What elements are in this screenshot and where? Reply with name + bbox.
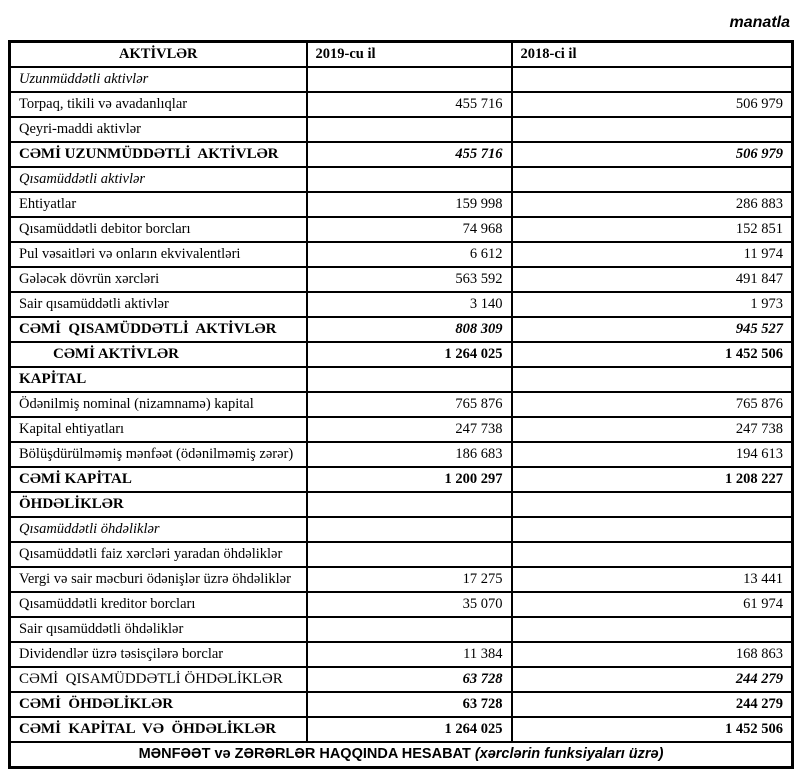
row-label: CƏMİ QISAMÜDDƏTLİ ÖHDƏLİKLƏR [10,667,307,692]
value-2019: 186 683 [307,442,512,467]
table-row [10,617,793,642]
value-2018: 152 851 [512,217,793,242]
value-2019: 1 264 025 [307,717,512,742]
value-2019 [307,367,512,392]
balance-sheet-table [8,40,794,769]
income-statement-subtitle: (xərclərin funksiyaları üzrə) [474,746,664,762]
table-row [10,192,793,217]
table-row [10,117,793,142]
table-row [10,167,793,192]
value-2019: 3 140 [307,292,512,317]
value-2018: 194 613 [512,442,793,467]
value-2019 [307,617,512,642]
row-label: CƏMİ UZUNMÜDDƏTLİ AKTİVLƏR [10,142,307,167]
table-row [10,392,793,417]
table-row [10,542,793,567]
table-header-row [10,42,793,68]
row-label: Uzunmüddətli aktivlər [10,67,307,92]
row-label: Gələcək dövrün xərcləri [10,267,307,292]
row-label: Torpaq, tikili və avadanlıqlar [10,92,307,117]
table-row [10,67,793,92]
value-2018 [512,542,793,567]
value-2018: 1 973 [512,292,793,317]
table-row [10,592,793,617]
table-row [10,442,793,467]
value-2019: 1 200 297 [307,467,512,492]
value-2018: 168 863 [512,642,793,667]
value-2018: 244 279 [512,667,793,692]
table-footer-row [10,742,793,768]
value-2018: 1 452 506 [512,342,793,367]
value-2019 [307,492,512,517]
table-row [10,92,793,117]
table-row [10,667,793,692]
value-2019 [307,67,512,92]
row-label: Qısamüddətli faiz xərcləri yaradan öhdəliklər [10,542,307,567]
value-2018: 506 979 [512,92,793,117]
row-label: Sair qısamüddətli öhdəliklər [10,617,307,642]
value-2018: 765 876 [512,392,793,417]
table-row [10,467,793,492]
row-label: Dividendlər üzrə təsisçilərə borclar [10,642,307,667]
value-2019: 35 070 [307,592,512,617]
row-label: CƏMİ KAPİTAL [10,467,307,492]
value-2019: 63 728 [307,667,512,692]
row-label: ÖHDƏLİKLƏR [10,492,307,517]
value-2018 [512,167,793,192]
table-row [10,567,793,592]
value-2019: 247 738 [307,417,512,442]
value-2019: 159 998 [307,192,512,217]
table-row [10,292,793,317]
value-2018: 286 883 [512,192,793,217]
income-statement-title: MƏNFƏƏT və ZƏRƏRLƏR HAQQINDA HESABAT [138,746,475,762]
value-2019: 808 309 [307,317,512,342]
table-row [10,717,793,742]
row-label: Qısamüddətli kreditor borcları [10,592,307,617]
value-2018: 247 738 [512,417,793,442]
table-row [10,642,793,667]
value-2018: 506 979 [512,142,793,167]
value-2018: 61 974 [512,592,793,617]
value-2018: 491 847 [512,267,793,292]
row-label: CƏMİ KAPİTAL VƏ ÖHDƏLİKLƏR [10,717,307,742]
row-label: Ödənilmiş nominal (nizamnamə) kapital [10,392,307,417]
value-2019: 563 592 [307,267,512,292]
table-row [10,342,793,367]
row-label: Pul vəsaitləri və onların ekvivalentləri [10,242,307,267]
row-label: CƏMİ QISAMÜDDƏTLİ AKTİVLƏR [10,317,307,342]
table-body [10,67,793,742]
row-label: KAPİTAL [10,367,307,392]
value-2019: 6 612 [307,242,512,267]
value-2018: 1 452 506 [512,717,793,742]
row-label: Qısamüddətli öhdəliklər [10,517,307,542]
table-row [10,317,793,342]
value-2018 [512,367,793,392]
value-2019: 455 716 [307,142,512,167]
value-2019 [307,167,512,192]
value-2019: 17 275 [307,567,512,592]
value-2018: 11 974 [512,242,793,267]
value-2018: 945 527 [512,317,793,342]
row-label: Qısamüddətli aktivlər [10,167,307,192]
header-year-2019: 2019-cu il [307,42,512,68]
row-label: Ehtiyatlar [10,192,307,217]
value-2019 [307,542,512,567]
value-2018 [512,117,793,142]
value-2018: 244 279 [512,692,793,717]
value-2019: 455 716 [307,92,512,117]
header-year-2018: 2018-ci il [512,42,793,68]
value-2019: 63 728 [307,692,512,717]
value-2019 [307,117,512,142]
currency-unit-label: manatla [729,14,790,31]
row-label: Qeyri-maddi aktivlər [10,117,307,142]
value-2018: 1 208 227 [512,467,793,492]
table-row [10,517,793,542]
table-row [10,417,793,442]
table-row [10,242,793,267]
table-row [10,142,793,167]
row-label: CƏMİ ÖHDƏLİKLƏR [10,692,307,717]
value-2018 [512,67,793,92]
value-2018 [512,492,793,517]
table-row [10,492,793,517]
table-row [10,692,793,717]
value-2019: 1 264 025 [307,342,512,367]
value-2018 [512,617,793,642]
value-2019 [307,517,512,542]
value-2019: 765 876 [307,392,512,417]
value-2018 [512,517,793,542]
value-2019: 11 384 [307,642,512,667]
income-statement-section-header [10,742,793,768]
value-2019: 74 968 [307,217,512,242]
row-label: Vergi və sair məcburi ödənişlər üzrə öhdəliklər [10,567,307,592]
header-aktivler: AKTİVLƏR [10,42,307,68]
row-label: CƏMİ AKTİVLƏR [10,342,307,367]
row-label: Kapital ehtiyatları [10,417,307,442]
table-row [10,217,793,242]
row-label: Sair qısamüddətli aktivlər [10,292,307,317]
row-label: Qısamüddətli debitor borcları [10,217,307,242]
table-row [10,367,793,392]
value-2018: 13 441 [512,567,793,592]
row-label: Bölüşdürülməmiş mənfəət (ödənilməmiş zərər) [10,442,307,467]
table-row [10,267,793,292]
